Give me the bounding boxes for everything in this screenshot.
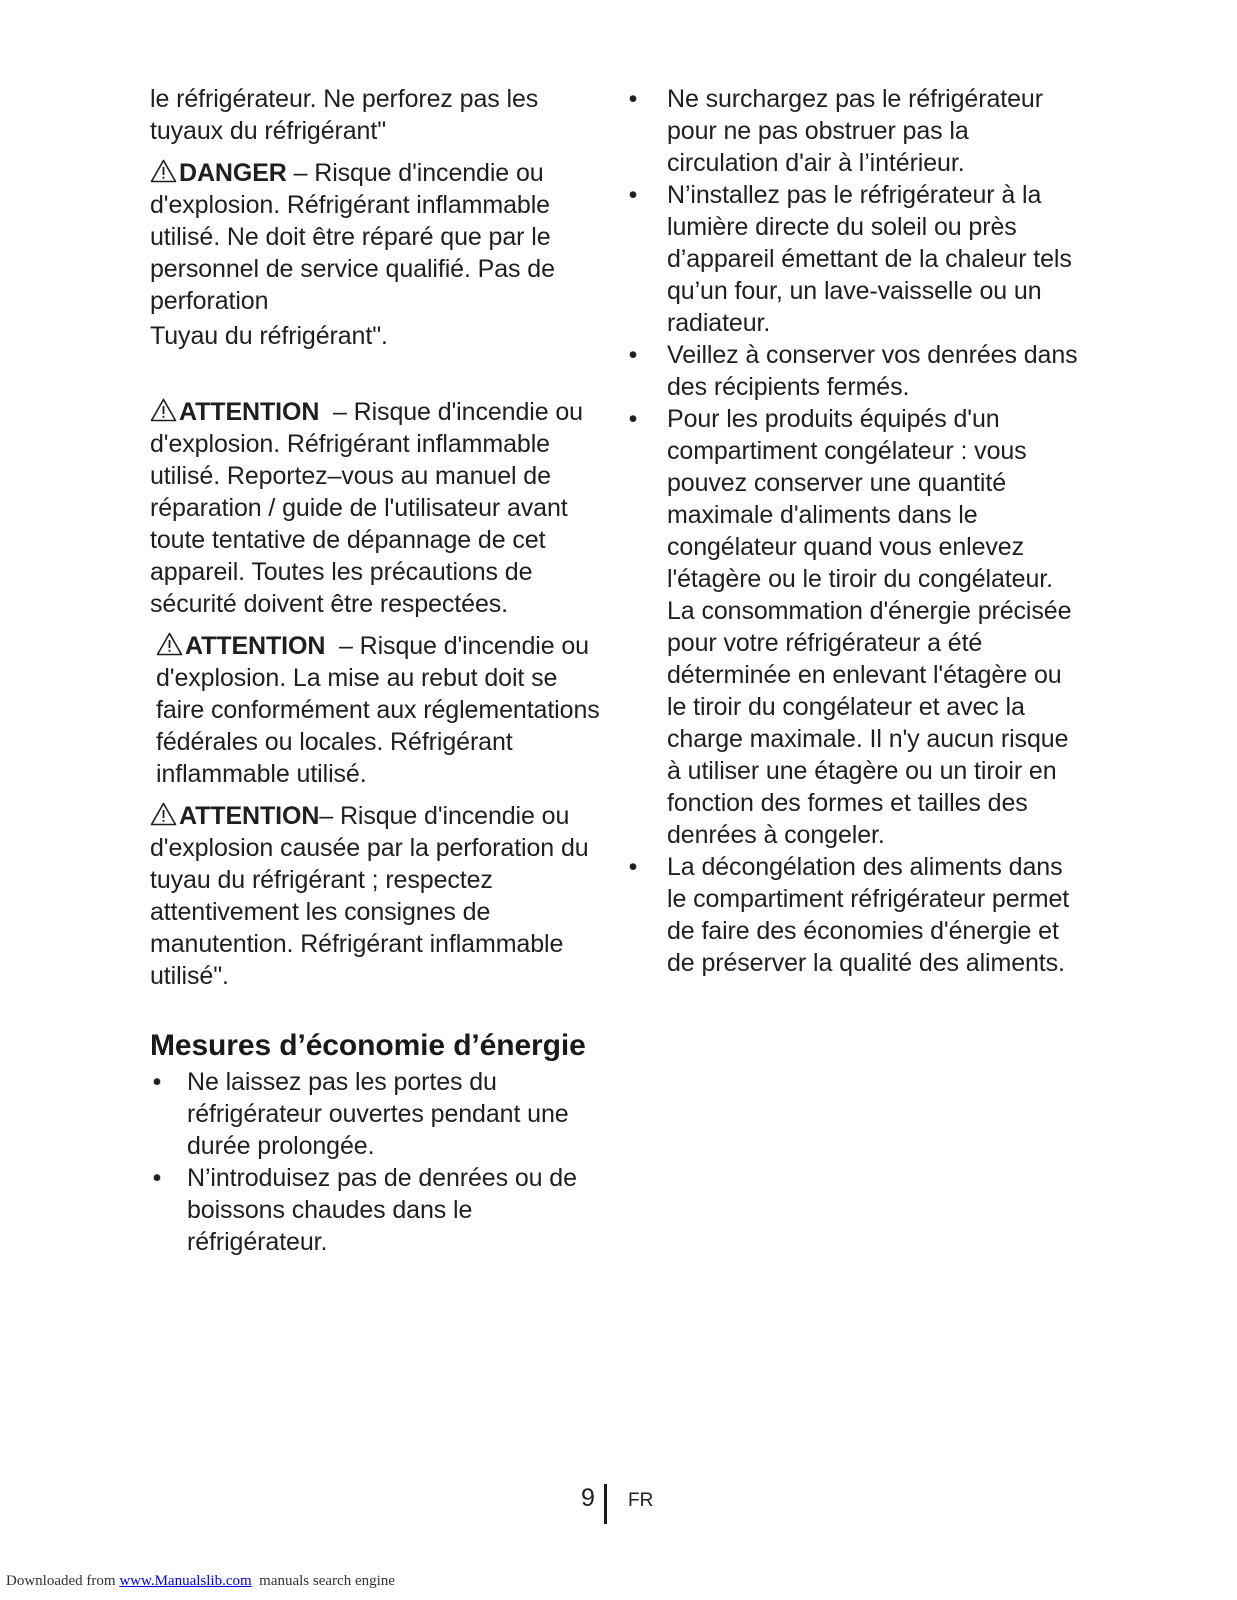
warning-triangle-icon <box>150 159 177 183</box>
right-column <box>626 83 1081 979</box>
intro-line-2: tuyaux du réfrigérant" <box>150 117 386 145</box>
warning-triangle-icon <box>156 632 183 656</box>
list-item <box>626 179 1081 339</box>
attention-warning-3 <box>150 800 600 992</box>
spacer <box>150 362 600 396</box>
footer-divider <box>604 1484 607 1524</box>
bullet-icon: • <box>152 1068 162 1096</box>
download-prefix: Downloaded from <box>6 1573 120 1589</box>
bullet-icon: • <box>628 85 638 113</box>
list-item <box>626 339 1081 403</box>
attention-warning-1 <box>150 396 600 620</box>
danger-text: – Risque d'incendie ou d'explosion. Réfrigérant inflammable utilisé. Ne doit être réparé que par le personnel de service qualifié. Pas de perforation <box>150 159 555 315</box>
list-item-text: Pour les produits équipés d'un compartiment congélateur : vous pouvez conserver une quantité maximale d'aliments dans le congélateur quand vous enlevez l'étagère ou le tiroir du congélateur. La consommation d'énergie précisée pour votre réfrigérateur a été déterminée en enlevant l'étagère ou le tiroir du congélateur et avec la charge maximale. Il n'y aucun risque à utiliser une étagère ou un tiroir en fonction des formes et tailles des denrées à congeler. <box>667 405 1072 849</box>
attention-keyword: ATTENTION <box>179 398 320 426</box>
attention-text: – Risque d'incendie ou d'explosion. Réfrigérant inflammable utilisé. Reportez–vous au manuel de réparation / guide de l'utilisateur avant toute tentative de dépannage de cet appareil. Toutes les précautions de sécurité doivent être respectées. <box>150 398 590 618</box>
bullet-icon: • <box>152 1164 162 1192</box>
list-item-text: Ne surchargez pas le réfrigérateur pour ne pas obstruer pas la circulation d'air à l’intérieur. <box>667 85 1043 177</box>
language-code: FR <box>628 1490 654 1511</box>
list-item-text: Ne laissez pas les portes du réfrigérateur ouvertes pendant une durée prolongée. <box>187 1068 569 1160</box>
bullet-icon: • <box>628 853 638 881</box>
list-item-text: La décongélation des aliments dans le compartiment réfrigérateur permet de faire des économies d'énergie et de préserver la qualité des aliments. <box>667 853 1070 977</box>
bullet-icon: • <box>628 405 638 433</box>
list-item-text: Veillez à conserver vos denrées dans des récipients fermés. <box>667 341 1078 401</box>
attention-text: – Risque d'incendie ou d'explosion. La mise au rebut doit se faire conformément aux réglementations fédérales ou locales. Réfrigérant inflammable utilisé. <box>156 632 607 788</box>
danger-keyword: DANGER <box>179 159 287 187</box>
attention-keyword: ATTENTION <box>185 632 326 660</box>
bullet-icon: • <box>628 341 638 369</box>
danger-warning <box>150 157 600 317</box>
list-item <box>150 1162 600 1258</box>
section-heading: Mesures d’économie d’énergie <box>150 1029 586 1062</box>
attention-keyword: ATTENTION <box>179 802 320 830</box>
list-item-text: N’installez pas le réfrigérateur à la lumière directe du soleil ou près d’appareil émettant de la chaleur tels qu’un four, un lave-vaisselle ou un radiateur. <box>667 181 1072 337</box>
left-column <box>150 83 607 1258</box>
list-item <box>626 851 1081 979</box>
list-item <box>626 403 1081 851</box>
list-item <box>150 1066 600 1162</box>
warning-triangle-icon <box>150 398 177 422</box>
manualslib-link[interactable]: www.Manualslib.com <box>119 1573 252 1589</box>
page-number: 9 <box>581 1484 595 1512</box>
download-note <box>6 1572 395 1590</box>
list-item <box>626 83 1081 179</box>
warning-triangle-icon <box>150 802 177 826</box>
attention-warning-2 <box>150 630 607 790</box>
bullet-icon: • <box>628 181 638 209</box>
attention-text: – Risque d'incendie ou d'explosion causée par la perforation du tuyau du réfrigérant ; respectez attentivement les consignes de manutention. Réfrigérant inflammable utilisé". <box>150 802 589 990</box>
energy-saving-list-continued <box>626 83 1081 979</box>
download-suffix: manuals search engine <box>251 1573 395 1589</box>
list-item-text: N’introduisez pas de denrées ou de boissons chaudes dans le réfrigérateur. <box>187 1164 577 1256</box>
intro-line-1: le réfrigérateur. Ne perforez pas les <box>150 85 539 113</box>
energy-saving-list <box>150 1066 600 1258</box>
danger-text-continued: Tuyau du réfrigérant". <box>150 322 388 350</box>
